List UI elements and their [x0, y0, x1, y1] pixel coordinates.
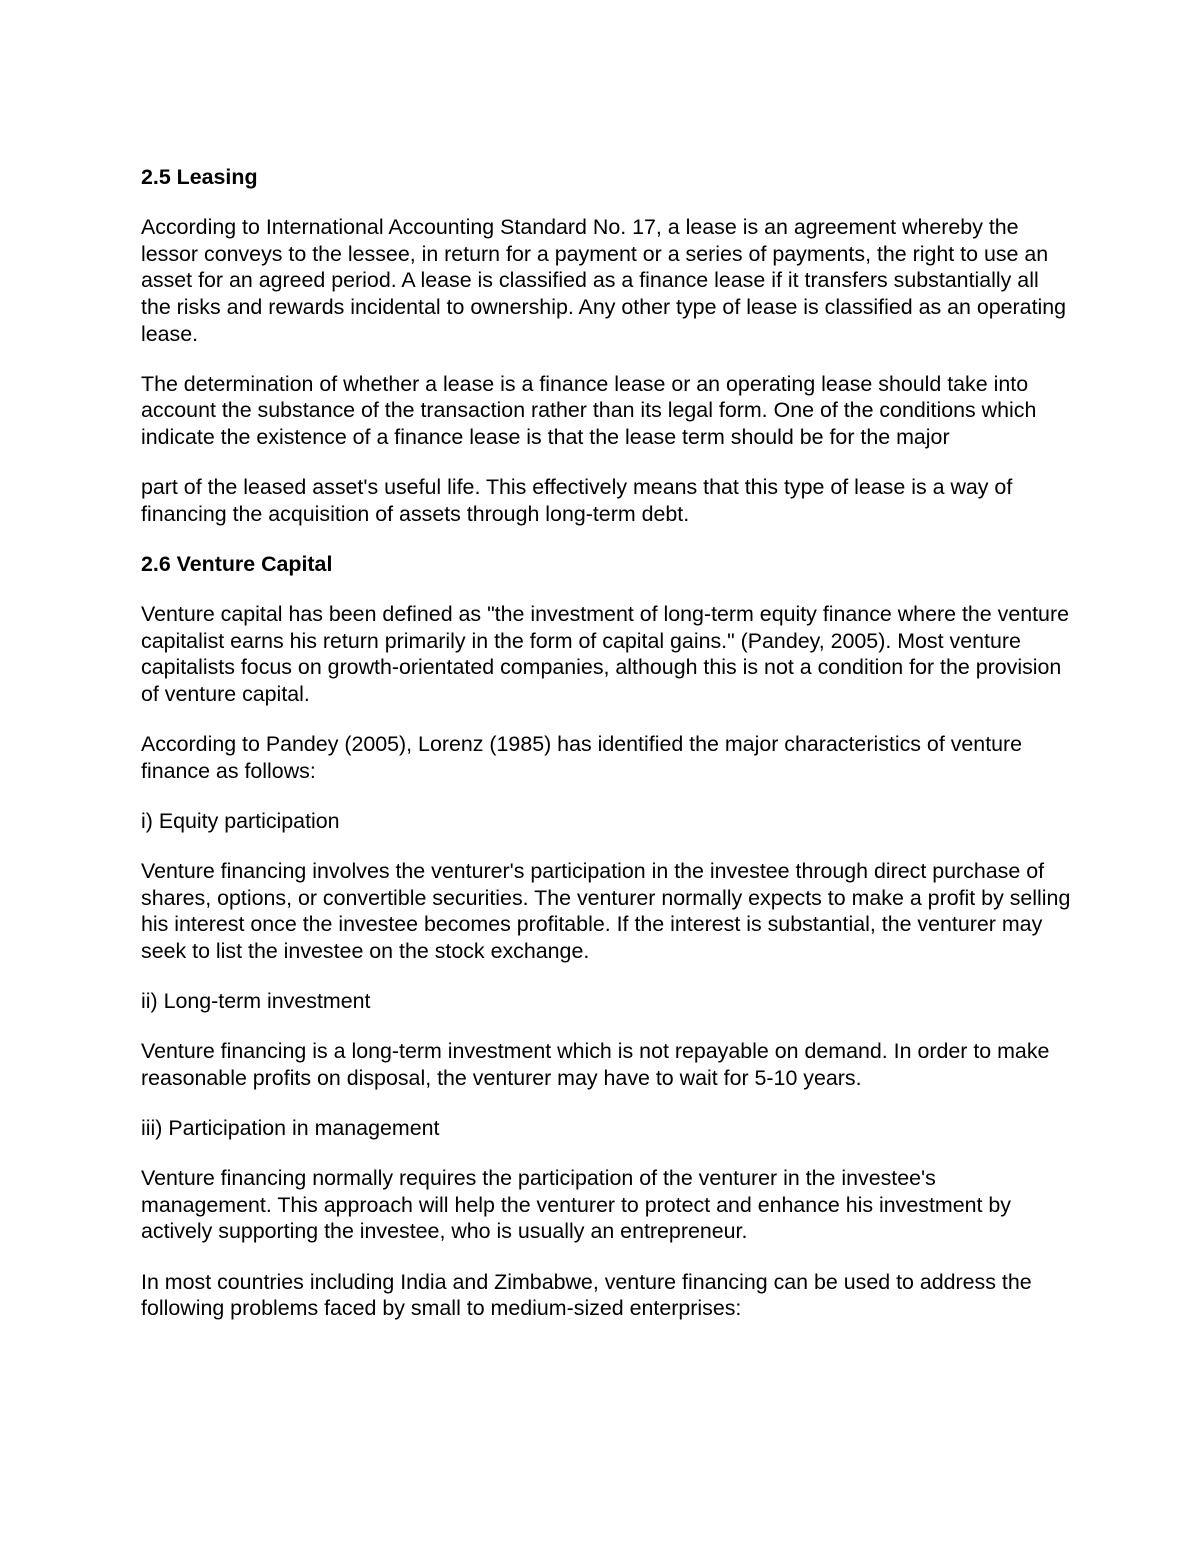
list-item-title-equity-participation: i) Equity participation — [141, 808, 340, 833]
paragraph-lease-definition: According to International Accounting Standard No. 17, a lease is an agreement whereby the lessor conveys to the lessee, in return for a payment or a series of payments, the right to use an asset for an agreed period. A lease is classified as a finance lease if it transfers substantially all the risks and rewards incidental to ownership. Any other type of lease is classified as an operating lease. — [141, 215, 1067, 346]
paragraph-equity-participation: Venture financing involves the venturer's participation in the investee through direct purchase of shares, options, or convertible securities. The venturer normally expects to make a profit by selling his interest once the investee becomes profitable. If the interest is substantial, the venturer may seek to list the investee on the stock exchange. — [141, 859, 1071, 963]
section-heading-venture-capital: 2.6 Venture Capital — [141, 551, 333, 576]
paragraph-long-term-investment: Venture financing is a long-term investment which is not repayable on demand. In order to make reasonable profits on disposal, the venturer may have to wait for 5-10 years. — [141, 1039, 1050, 1090]
document-body — [141, 164, 1071, 1345]
list-item-title-participation-management: iii) Participation in management — [141, 1115, 440, 1140]
section-heading-leasing: 2.5 Leasing — [141, 165, 258, 189]
paragraph-participation-management: Venture financing normally requires the participation of the venturer in the investee's management. This approach will help the venturer to protect and enhance his investment by actively supporting the investee, who is usually an entrepreneur. — [141, 1166, 1011, 1244]
paragraph-venture-characteristics-intro: According to Pandey (2005), Lorenz (1985) has identified the major characteristics of venture finance as follows: — [141, 732, 1023, 783]
paragraph-sme-problems: In most countries including India and Zimbabwe, venture financing can be used to address the following problems faced by small to medium-sized enterprises: — [141, 1269, 1032, 1321]
paragraph-lease-useful-life: part of the leased asset's useful life. This effectively means that this type of lease is a way of financing the acquisition of assets through long-term debt. — [141, 475, 1013, 526]
list-item-title-long-term-investment: ii) Long-term investment — [141, 989, 371, 1013]
paragraph-lease-classification: The determination of whether a lease is a finance lease or an operating lease should take into account the substance of the transaction rather than its legal form. One of the conditions which indicate the existence of a finance lease is that the lease term should be for the major — [141, 371, 1037, 449]
paragraph-venture-definition: Venture capital has been defined as "the investment of long-term equity finance where the venture capitalist earns his return primarily in the form of capital gains." (Pandey, 2005). Most venture capitalists focus on growth-orientated companies, although this is not a condition for the provision of venture capital. — [141, 602, 1069, 706]
